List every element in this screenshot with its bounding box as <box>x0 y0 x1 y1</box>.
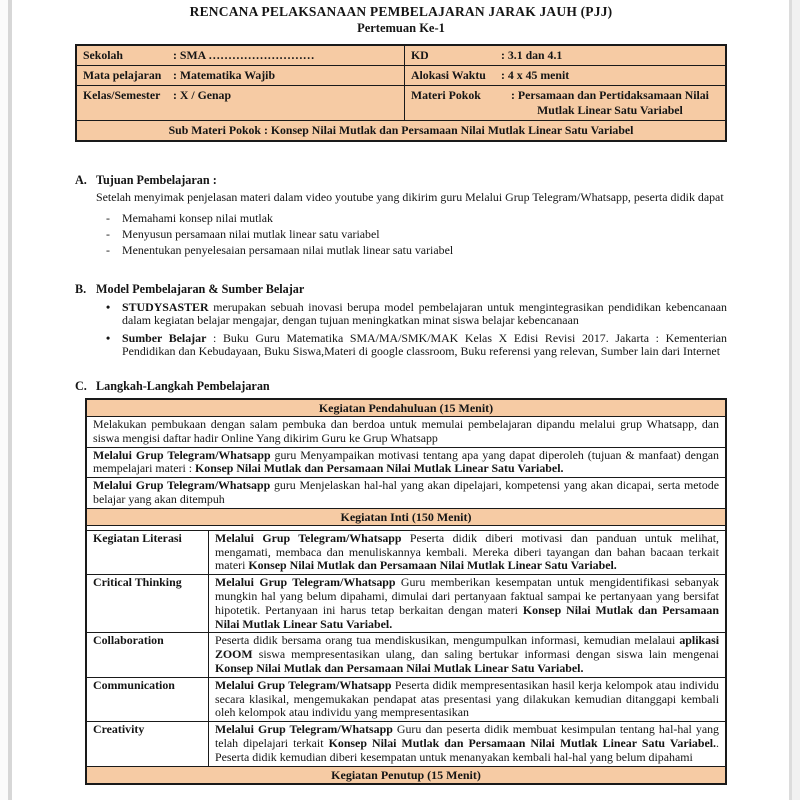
dash-icon: - <box>106 210 110 225</box>
inti-row-label: Critical Thinking <box>87 575 209 632</box>
alokasi-waktu-label: Alokasi Waktu <box>411 68 486 82</box>
document-title: RENCANA PELAKSANAAN PEMBELAJARAN JARAK JAUH (PJJ) <box>189 4 613 19</box>
kegiatan-penutup-header: Kegiatan Penutup (15 Menit) <box>87 766 725 783</box>
photo-edge-right-band <box>792 0 800 800</box>
inti-row-label: Collaboration <box>87 633 209 676</box>
cell-alokasi-waktu <box>405 66 725 85</box>
inti-row-content: Peserta didik bersama orang tua mendiskusikan, mengumpulkan informasi, kemudian melalaui aplikasi ZOOM siswa mempresentasikan ulang, dan saling bertukar informasi dengan siswa lain mengenai Konsep Nilai Mutlak dan Persamaan Nilai Mutlak Linear Satu Variabel. <box>215 633 719 675</box>
section-tujuan-pembelajaran <box>75 173 727 258</box>
activity-table <box>85 398 727 785</box>
section-b-title: Model Pembelajaran & Sumber Belajar <box>96 281 305 296</box>
list-item <box>106 210 727 226</box>
list-item <box>96 301 727 328</box>
section-a-heading <box>75 173 727 188</box>
inti-row-content: Melalui Grup Telegram/Whatsapp Guru memberikan kesempatan untuk mengidentifikasi sebanyak mungkin hal yang belum dipahami, dimulai dari pertanyaan faktual sampai ke pertanyaan yang bersifat hipotetik. Pertanyaan ini harus tetap berkaitan dengan materi Konsep Nilai Mutlak dan Persamaan Nilai Mutlak Linear Satu Variabel. <box>215 575 719 631</box>
section-a-title: Tujuan Pembelajaran : <box>96 173 217 187</box>
cell-sekolah <box>77 46 405 65</box>
pendahuluan-row: Melalui Grup Telegram/Whatsapp guru Menjelaskan hal-hal yang akan dipelajari, kompetensi yang akan dicapai, serta metode belajar yang akan ditempuh <box>87 477 725 508</box>
document-subtitle: Pertemuan Ke-1 <box>357 21 445 35</box>
document-body <box>75 3 727 785</box>
kd-label: KD <box>411 48 429 62</box>
section-c-letter: C. <box>75 378 87 393</box>
list-item <box>106 242 727 258</box>
dash-icon: - <box>106 242 110 257</box>
cell-kd <box>405 46 725 65</box>
sub-materi-pokok-row: Sub Materi Pokok : Konsep Nilai Mutlak dan Persamaan Nilai Mutlak Linear Satu Variabel <box>168 123 634 137</box>
bullet-icon: • <box>106 299 111 314</box>
info-row-kelas-materi <box>77 86 725 121</box>
sumber-belajar-paragraph: Sumber Belajar : Buku Guru Matematika SMA/MA/SMK/MAK Kelas X Edisi Revisi 2017. Jakarta : Kementerian Pendidikan dan Kebudayaan, Buku Siswa,Materi di google classroom, Buku referensi yang relevan, Sumber lain dari Internet <box>122 330 727 359</box>
sekolah-label: Sekolah <box>83 48 123 62</box>
table-row <box>87 721 725 765</box>
dash-icon: - <box>106 226 110 241</box>
inti-row-label: Creativity <box>87 722 209 765</box>
section-b-letter: B. <box>75 281 87 296</box>
kelas-semester-label: Kelas/Semester <box>83 88 161 102</box>
kegiatan-pendahuluan-header: Kegiatan Pendahuluan (15 Menit) <box>87 400 725 416</box>
tujuan-item-text: Memahami konsep nilai mutlak <box>122 210 273 225</box>
materi-pokok-label: Materi Pokok <box>411 88 481 102</box>
mata-pelajaran-label: Mata pelajaran <box>83 68 162 82</box>
photo-edge-left-band <box>0 0 8 800</box>
section-model-pembelajaran <box>75 282 727 359</box>
cell-kelas-semester <box>77 86 405 120</box>
section-b-heading <box>75 282 727 297</box>
section-b-body <box>96 301 727 359</box>
studysaster-paragraph: STUDYSASTER merupakan sebuah inovasi berupa model pembelajaran untuk mengintegrasikan pendidikan kebencanaan dalam kegiatan belajar mengajar, dengan tujuan meningkatkan minat siswa belajar kebencanaan <box>122 299 727 328</box>
inti-row-label: Kegiatan Literasi <box>87 531 209 574</box>
inti-row-content: Melalui Grup Telegram/Whatsapp Peserta didik mempresentasikan hasil kerja kelompok atau individu secara klasikal, mengemukakan pendapat atas presentasi yang dilakukan kemudian ditanggapi kembali oleh kelompok atau individu yang mempresentasikan <box>215 677 719 720</box>
inti-row-label: Communication <box>87 678 209 721</box>
inti-row-content: Melalui Grup Telegram/Whatsapp Peserta didik diberi motivasi dan panduan untuk melihat, mengamati, membaca dan menuliskannya kembali. Mereka diberi tayangan dan bahan bacaan terkait materi Konsep Nilai Mutlak dan Persamaan Nilai Mutlak Linear Satu Variabel. <box>215 530 720 573</box>
sekolah-value: : SMA ……………………… <box>173 48 315 62</box>
table-row <box>87 632 725 676</box>
cell-materi-pokok <box>405 86 725 120</box>
photo-edge-left-line <box>8 0 12 800</box>
section-c-title: Langkah-Langkah Pembelajaran <box>96 378 270 393</box>
table-row <box>87 530 725 574</box>
alokasi-waktu-value: : 4 x 45 menit <box>501 68 570 82</box>
kelas-semester-value: : X / Genap <box>173 88 232 102</box>
bullet-icon: • <box>106 330 111 345</box>
section-c-heading <box>75 379 727 394</box>
pendahuluan-row: Melalui Grup Telegram/Whatsapp guru Menyampaikan motivasi tentang apa yang dapat diperoleh (tujuan & manfaat) dengan mempelajari materi : Konsep Nilai Mutlak dan Persamaan Nilai Mutlak Linear Satu Variabel. <box>87 447 725 478</box>
mata-pelajaran-value: : Matematika Wajib <box>173 68 276 82</box>
section-a-body <box>96 191 727 258</box>
inti-row-content: Melalui Grup Telegram/Whatsapp Guru dan peserta didik membuat kesimpulan tentang hal-hal yang telah dipelajari terkait Konsep Nilai Mutlak dan Persamaan Nilai Mutlak Linear Satu Variabel.. Peserta didik kemudian diberi kesempatan untuk menanyakan kembali hal-hal yang belum dipahami <box>215 722 720 764</box>
list-item <box>106 226 727 242</box>
section-a-letter: A. <box>75 173 87 187</box>
info-table <box>75 44 727 142</box>
section-langkah-pembelajaran <box>75 379 727 785</box>
kegiatan-inti-header: Kegiatan Inti (150 Menit) <box>87 508 725 526</box>
materi-pokok-value: : Persamaan dan Pertidaksamaan Nilai Mutlak Linear Satu Variabel <box>511 88 709 117</box>
table-row <box>87 677 725 721</box>
tujuan-item-text: Menentukan penyelesaian persamaan nilai mutlak linear satu variabel <box>122 242 454 257</box>
info-row-mapel-waktu <box>77 66 725 86</box>
kd-value: : 3.1 dan 4.1 <box>501 48 563 62</box>
pendahuluan-row: Melakukan pembukaan dengan salam pembuka dan berdoa untuk memulai pembelajaran dipandu melalui grup Whatsapp, dan siswa mengisi daftar hadir Online Yang dikirim Guru ke Grup Whatsapp <box>87 416 725 447</box>
tujuan-item-text: Menyusun persamaan nilai mutlak linear satu variabel <box>122 226 380 241</box>
list-item <box>96 332 727 359</box>
cell-mata-pelajaran <box>77 66 405 85</box>
tujuan-intro-paragraph: Setelah menyimak penjelasan materi dalam video youtube yang dikirim guru Melalui Grup Telegram/Whatsapp, peserta didik dapat <box>96 190 724 204</box>
info-row-sekolah-kd <box>77 46 725 66</box>
tujuan-list <box>96 210 727 258</box>
table-row <box>87 574 725 632</box>
